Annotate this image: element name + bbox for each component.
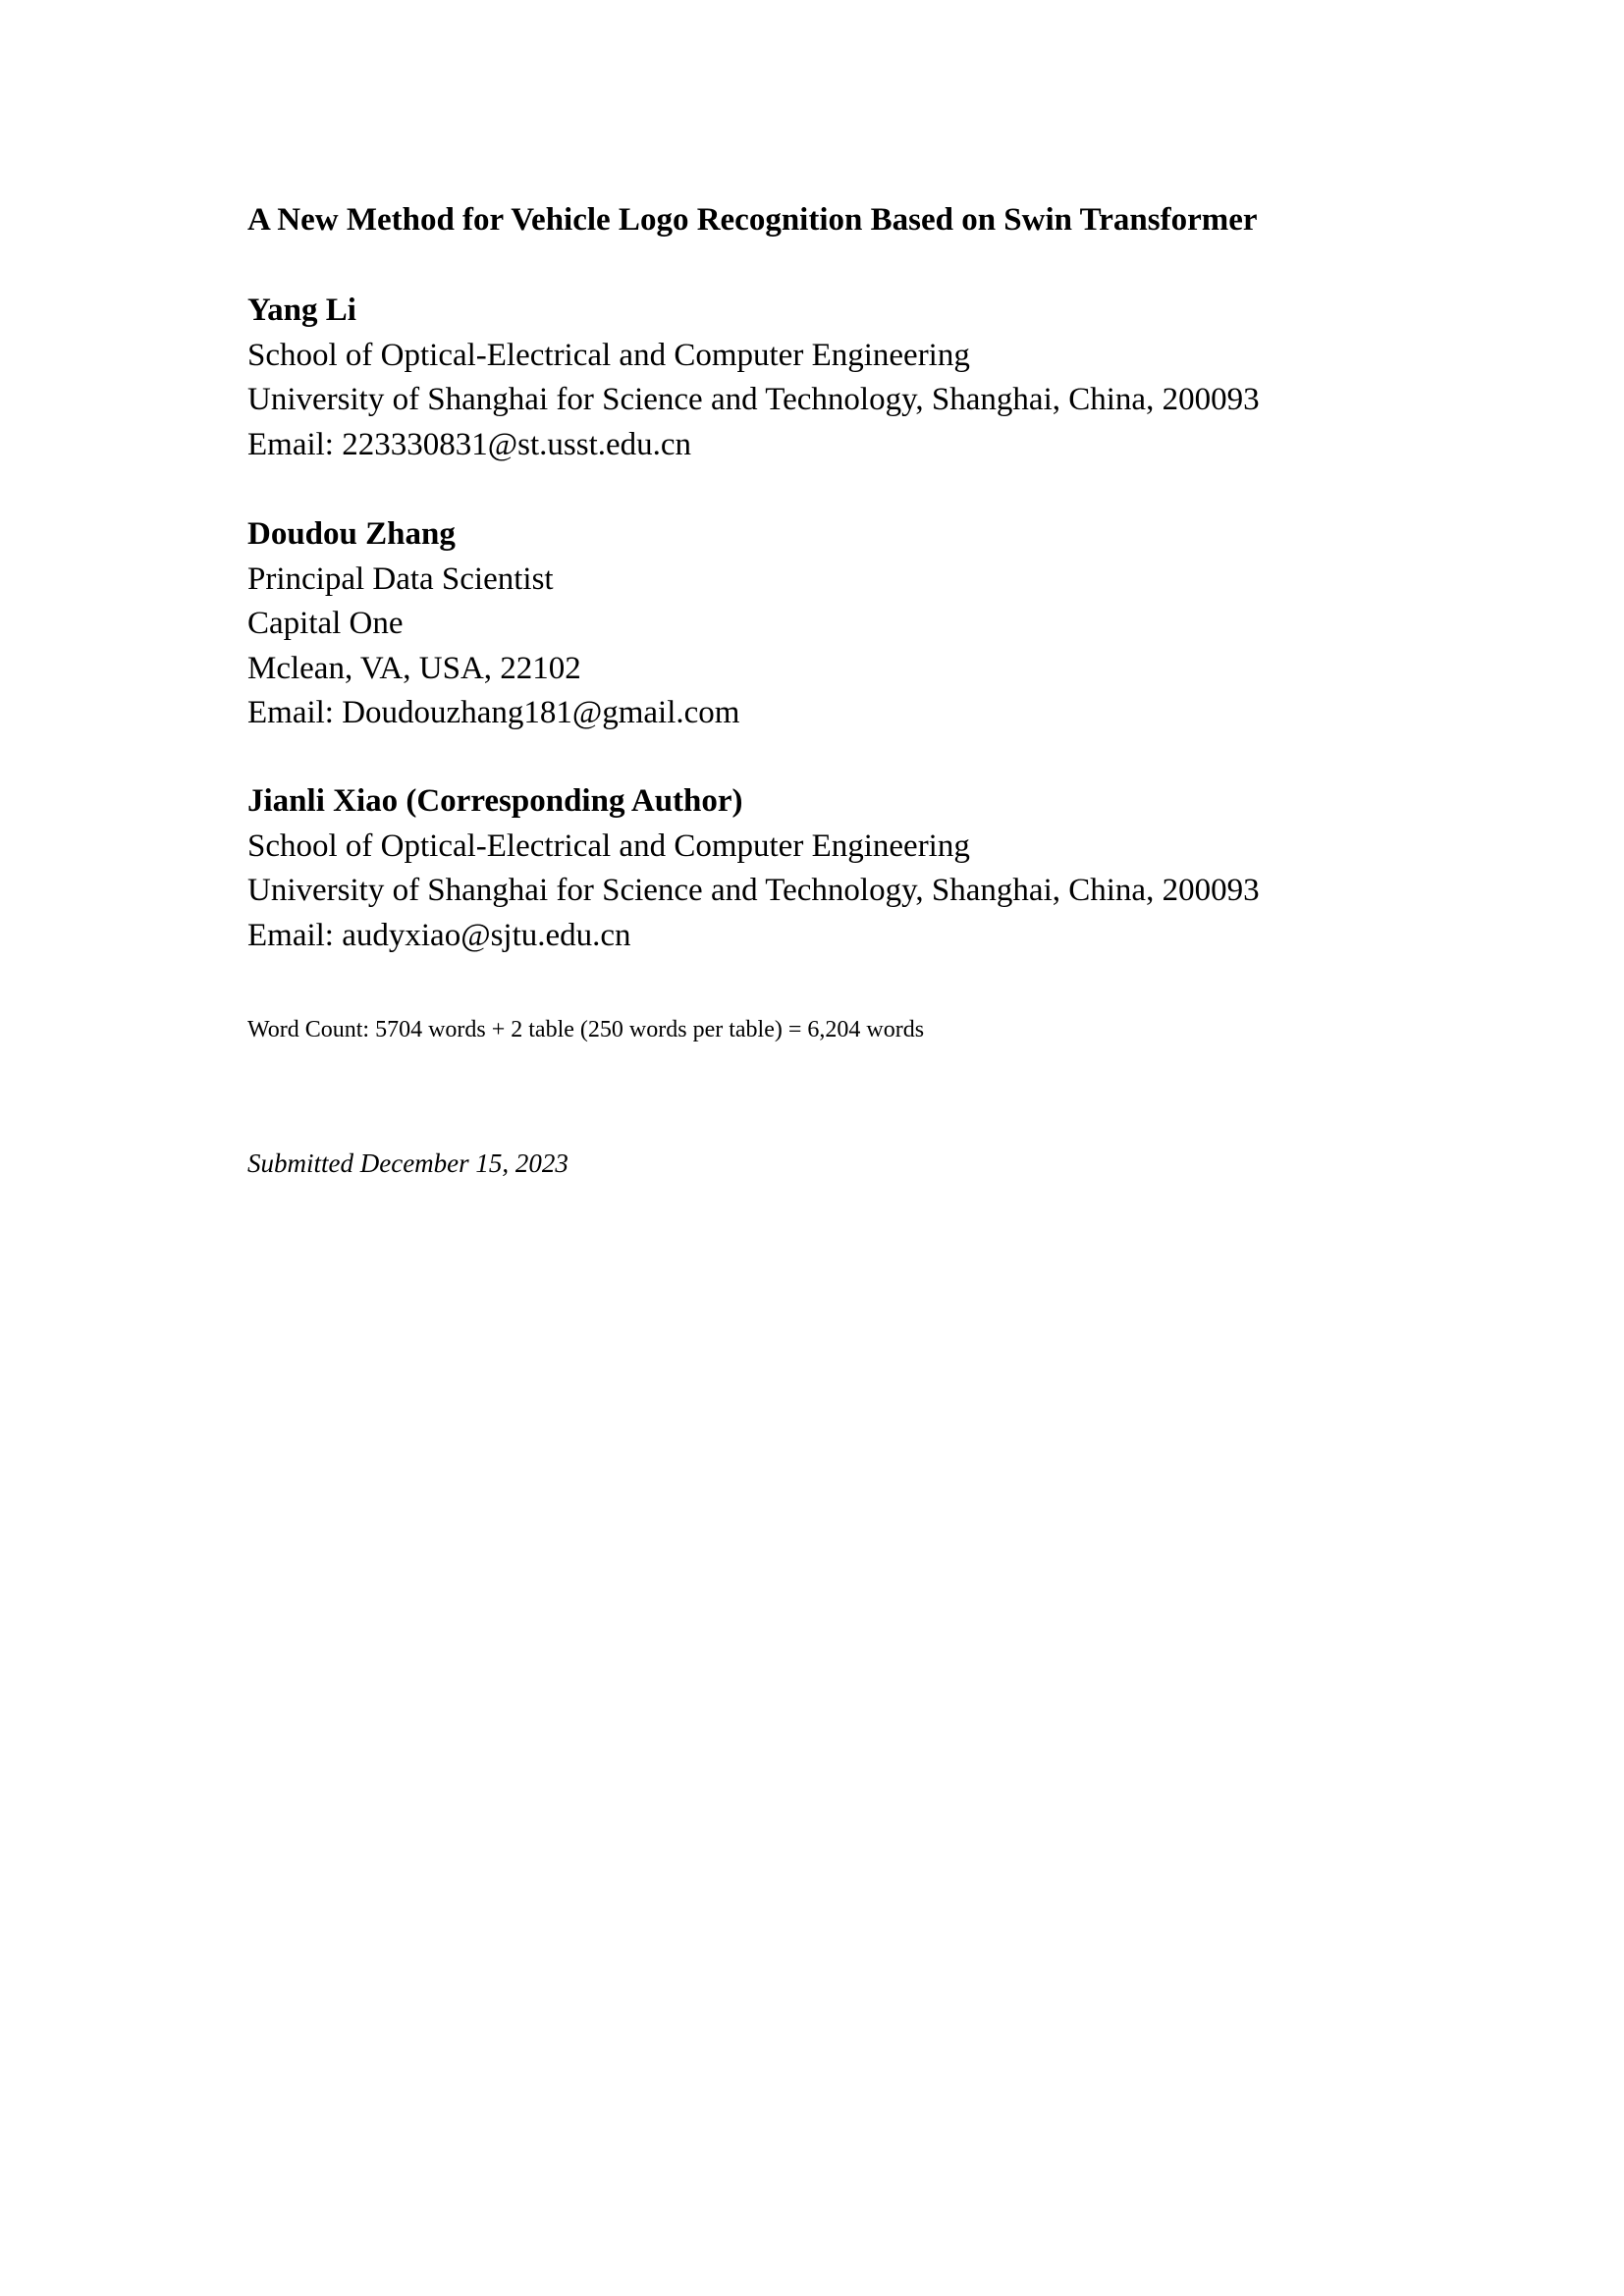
author-name: Jianli Xiao (Corresponding Author) [247, 783, 743, 819]
author-location: Mclean, VA, USA, 22102 [247, 650, 581, 686]
word-count: Word Count: 5704 words + 2 table (250 words per table) = 6,204 words [247, 1017, 925, 1042]
author-affiliation: School of Optical-Electrical and Computer Engineering [247, 337, 970, 373]
author-name: Yang Li [247, 293, 356, 328]
author-email: Email: Doudouzhang181@gmail.com [247, 695, 740, 730]
author-institution: University of Shanghai for Science and Technology, Shanghai, China, 200093 [247, 382, 1260, 417]
author-email: Email: audyxiao@sjtu.edu.cn [247, 917, 631, 953]
author-company: Capital One [247, 606, 404, 641]
author-institution: University of Shanghai for Science and Technology, Shanghai, China, 200093 [247, 873, 1260, 908]
author-block-jianli-xiao [247, 779, 1260, 958]
author-block-yang-li [247, 289, 1260, 467]
author-position: Principal Data Scientist [247, 561, 554, 597]
author-name: Doudou Zhang [247, 516, 456, 552]
submission-date: Submitted December 15, 2023 [247, 1148, 568, 1178]
author-affiliation: School of Optical-Electrical and Computer Engineering [247, 828, 970, 864]
author-block-doudou-zhang [247, 512, 739, 736]
author-email: Email: 223330831@st.usst.edu.cn [247, 426, 692, 462]
paper-title: A New Method for Vehicle Logo Recognition Based on Swin Transformer [247, 202, 1258, 238]
